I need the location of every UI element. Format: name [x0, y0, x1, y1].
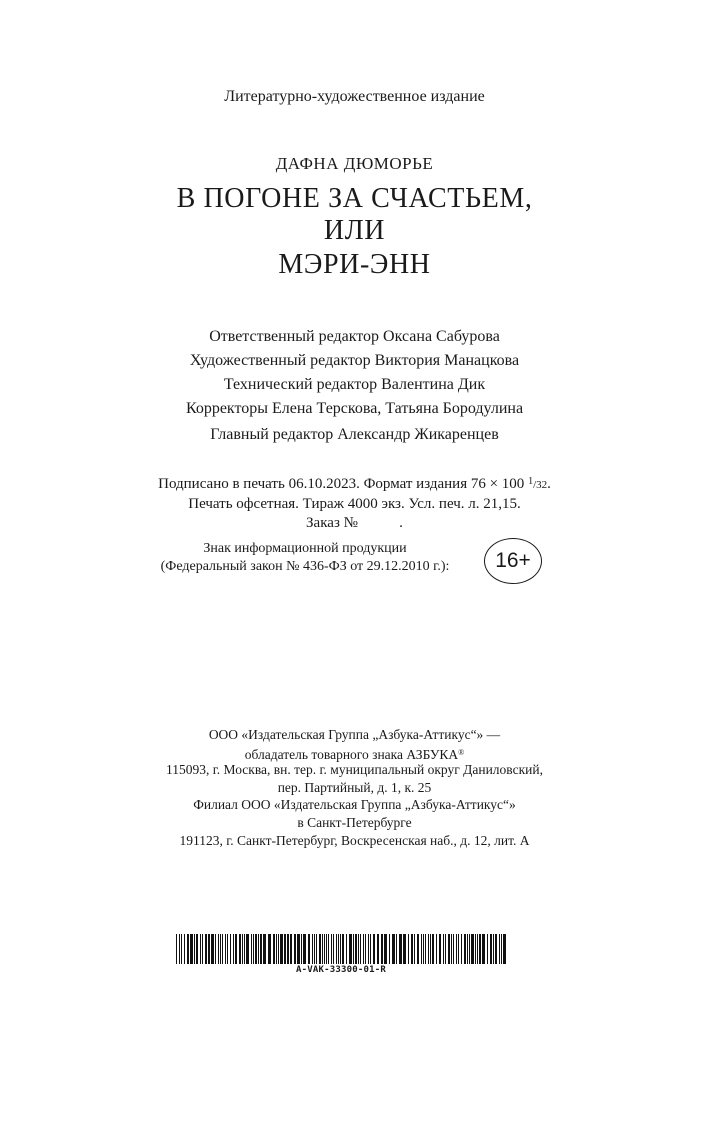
publisher-line-6: в Санкт-Петербурге: [297, 814, 412, 830]
barcode-block: [176, 934, 506, 975]
info-sign-line-2: (Федеральный закон № 436-ФЗ от 29.12.2010 г.):: [160, 559, 450, 574]
fraction-denominator: 32: [536, 479, 548, 491]
author-name: ДАФНА ДЮМОРЬЕ: [275, 154, 434, 173]
credit-proofreaders: Корректоры Елена Терскова, Татьяна Бородулина: [185, 400, 524, 417]
publisher-line-3: 115093, г. Москва, вн. тер. г. муниципальный округ Даниловский,: [166, 762, 543, 778]
print-format-text: Подписано в печать 06.10.2023. Формат издания 76 × 100: [158, 476, 525, 492]
publisher-line-2: [0, 744, 709, 762]
book-title-line-1: В ПОГОНЕ ЗА СЧАСТЬЕМ,: [176, 183, 533, 214]
fraction-numerator: 1: [528, 476, 534, 487]
barcode-text: A-VAK-33300-01-R: [296, 965, 386, 975]
info-sign-line-1: Знак информационной продукции: [203, 541, 407, 556]
credit-art-editor: Художественный редактор Виктория Манацкова: [189, 352, 520, 369]
edition-type: Литературно-художественное издание: [224, 88, 485, 105]
print-info: [0, 472, 709, 533]
publisher-line-1: ООО «Издательская Группа „Азбука-Аттикус“» —: [208, 727, 501, 742]
publisher-block: [0, 726, 709, 849]
print-info-line-2: Печать офсетная. Тираж 4000 экз. Усл. печ. л. 21,15.: [188, 496, 521, 512]
publisher-line-7: 191123, г. Санкт-Петербург, Воскресенская наб., д. 12, лит. А: [179, 832, 530, 848]
trademark-text: обладатель товарного знака АЗБУКА: [244, 746, 459, 762]
credits-block: [0, 325, 709, 421]
book-title-line-2: ИЛИ: [323, 215, 386, 246]
format-fraction: $^1$/32: [528, 476, 548, 491]
registered-mark-icon: ®: [458, 747, 465, 757]
credit-responsible-editor: Ответственный редактор Оксана Сабурова: [209, 328, 500, 345]
print-info-line-1: Подписано в печать 06.10.2023. Формат издания 76 × 100 $^1$/32.: [158, 476, 551, 492]
publisher-line-5: Филиал ООО «Издательская Группа „Азбука-Аттикус“»: [193, 797, 516, 813]
book-title-line-3: МЭРИ-ЭНН: [278, 249, 431, 280]
credit-technical-editor: Технический редактор Валентина Дик: [223, 376, 486, 393]
publisher-line-4: пер. Партийный, д. 1, к. 25: [277, 779, 432, 795]
chief-editor: Главный редактор Александр Жикаренцев: [210, 426, 499, 443]
print-info-line-3: Заказ № .: [306, 515, 403, 531]
age-rating-badge: 16+: [484, 538, 542, 584]
barcode-icon: [176, 934, 506, 964]
